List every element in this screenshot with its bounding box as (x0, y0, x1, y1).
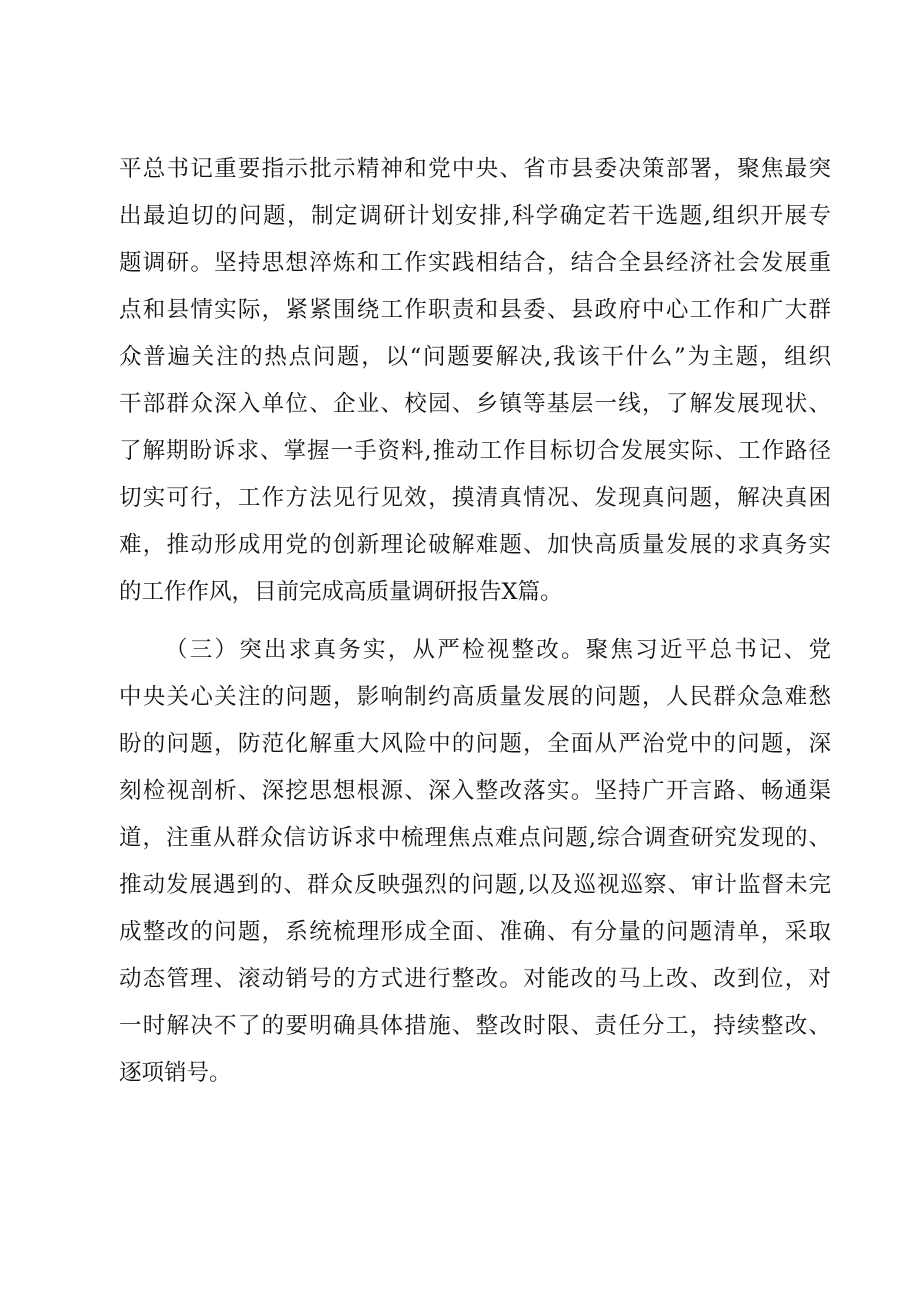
paragraph-1-line-7: 了解期盼诉求、掌握一手资料,推动工作目标切合发展实际、工作路径 (119, 438, 831, 464)
paragraph-2-line-10: 逐项销号。 (119, 1060, 232, 1086)
paragraph-1-line-8: 切实可行，工作方法见行见效，摸清真情况、发现真问题，解决真困 (119, 485, 831, 511)
paragraph-1-line-3: 题调研。坚持思想淬炼和工作实践相结合，结合全县经济社会发展重 (119, 250, 831, 276)
paragraph-1-line-5: 众普遍关注的热点问题，以“问题要解决,我该干什么”为主题，组织 (119, 344, 831, 370)
paragraph-2-line-1: （三）突出求真务实，从严检视整改。聚焦习近平总书记、党 (165, 637, 831, 663)
paragraph-2-line-7: 成整改的问题，系统梳理形成全面、准确、有分量的问题清单，采取 (119, 919, 831, 945)
paragraph-1-line-6: 干部群众深入单位、企业、校园、乡镇等基层一线，了解发展现状、 (119, 391, 831, 417)
paragraph-2-line-4: 刻检视剖析、深挖思想根源、深入整改落实。坚持广开言路、畅通渠 (119, 778, 831, 804)
paragraph-1-line-2: 出最迫切的问题，制定调研计划安排,科学确定若干选题,组织开展专 (119, 203, 831, 229)
paragraph-2-line-5: 道，注重从群众信访诉求中梳理焦点难点问题,综合调查研究发现的、 (119, 825, 831, 851)
paragraph-1-line-9: 难，推动形成用党的创新理论破解难题、加快高质量发展的求真务实 (119, 532, 831, 558)
paragraph-1-line-4: 点和县情实际，紧紧围绕工作职责和县委、县政府中心工作和广大群 (119, 297, 831, 323)
paragraph-2-line-3: 盼的问题，防范化解重大风险中的问题，全面从严治党中的问题，深 (119, 731, 831, 757)
paragraph-2-line-9: 一时解决不了的要明确具体措施、整改时限、责任分工，持续整改、 (119, 1013, 831, 1039)
paragraph-1-line-10: 的工作作风，目前完成高质量调研报告X篇。 (119, 579, 563, 605)
paragraph-1-line-1: 平总书记重要指示批示精神和党中央、省市县委决策部署，聚焦最突 (119, 156, 831, 182)
paragraph-2-line-6: 推动发展遇到的、群众反映强烈的问题,以及巡视巡察、审计监督未完 (119, 872, 831, 898)
paragraph-2-line-8: 动态管理、滚动销号的方式进行整改。对能改的马上改、改到位，对 (119, 966, 831, 992)
paragraph-2-line-2: 中央关心关注的问题，影响制约高质量发展的问题，人民群众急难愁 (119, 684, 831, 710)
